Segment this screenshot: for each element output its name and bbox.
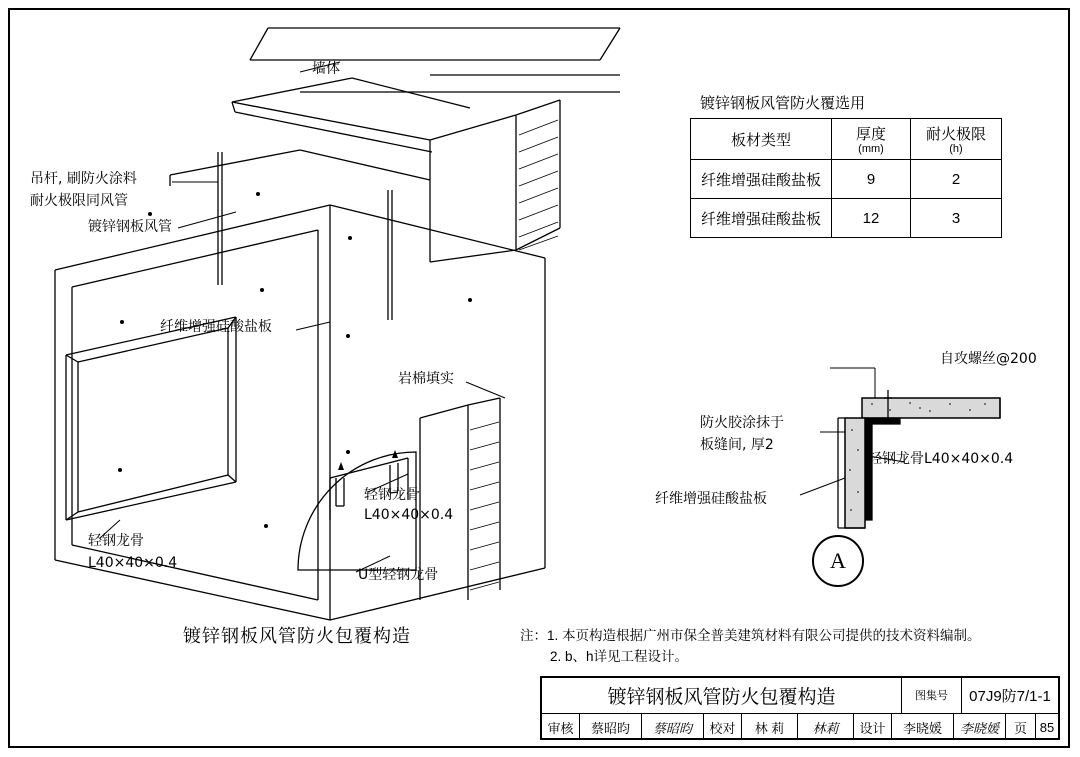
label-rockwool: 岩棉填实 bbox=[398, 371, 454, 387]
note-line-1: 注：1. 本页构造根据广州市保全普美建筑材料有限公司提供的技术资料编制。 bbox=[520, 628, 981, 643]
label-keel-left-line1: 轻钢龙骨 bbox=[88, 533, 144, 549]
cell-material: 纤维增强硅酸盐板 bbox=[691, 199, 832, 238]
review-name: 蔡昭昀 bbox=[580, 714, 642, 740]
note-line-2: 2. b、h详见工程设计。 bbox=[550, 649, 689, 664]
label-glue-line1: 防火胶涂抹于 bbox=[700, 415, 784, 431]
label-screw: 自攻螺丝@200 bbox=[940, 351, 1037, 367]
header-material: 板材类型 bbox=[691, 119, 832, 160]
cell-thickness: 9 bbox=[832, 160, 911, 199]
table-row bbox=[691, 199, 1002, 238]
page-label: 页 bbox=[1006, 714, 1036, 740]
review-label: 审核 bbox=[542, 714, 580, 740]
title-block-row-2 bbox=[542, 714, 1058, 740]
label-keel-mid-line2: L40×40×0.4 bbox=[364, 507, 454, 523]
label-hanger-line2: 耐火极限同风管 bbox=[30, 193, 128, 209]
figure-caption: 镀锌钢板风管防火包覆构造 bbox=[183, 626, 411, 646]
atlas-number-label: 图集号 bbox=[902, 678, 962, 713]
label-duct: 镀锌钢板风管 bbox=[88, 219, 172, 235]
title-block-row-1 bbox=[542, 678, 1058, 714]
cell-material: 纤维增强硅酸盐板 bbox=[691, 160, 832, 199]
check-label: 校对 bbox=[704, 714, 742, 740]
label-wall: 墙体 bbox=[312, 61, 340, 77]
cell-limit: 3 bbox=[911, 199, 1002, 238]
check-signature: 林莉 bbox=[798, 714, 854, 740]
atlas-number-value: 07J9防7/1-1 bbox=[969, 688, 1051, 705]
label-board: 纤维增强硅酸盐板 bbox=[160, 319, 272, 335]
table-title: 镀锌钢板风管防火覆选用 bbox=[700, 95, 866, 112]
page-number: 85 bbox=[1039, 719, 1055, 735]
review-signature: 蔡昭昀 bbox=[642, 714, 704, 740]
design-signature: 李晓媛 bbox=[954, 714, 1006, 740]
header-limit: 耐火极限 (h) bbox=[911, 119, 1002, 160]
notes-block bbox=[520, 625, 981, 667]
detail-marker-a: A bbox=[812, 535, 864, 587]
cell-limit: 2 bbox=[911, 160, 1002, 199]
label-u-keel: U型轻钢龙骨 bbox=[358, 567, 439, 583]
table-header-row bbox=[691, 119, 1002, 160]
title-block-title: 镀锌钢板风管防火包覆构造 bbox=[542, 678, 902, 713]
title-block bbox=[540, 676, 1060, 740]
label-keel-left-line2: L40×40×0.4 bbox=[88, 555, 178, 571]
table-row bbox=[691, 160, 1002, 199]
check-name: 林 莉 bbox=[742, 714, 798, 740]
header-thickness: 厚度 (mm) bbox=[832, 119, 911, 160]
cell-thickness: 12 bbox=[832, 199, 911, 238]
label-glue-line2: 板缝间, 厚2 bbox=[700, 437, 774, 453]
label-board-right: 纤维增强硅酸盐板 bbox=[655, 491, 767, 507]
label-hanger-line1: 吊杆, 刷防火涂料 bbox=[30, 171, 137, 187]
label-keel-mid-line1: 轻钢龙骨 bbox=[364, 487, 420, 503]
label-keel-right: 轻钢龙骨L40×40×0.4 bbox=[868, 451, 1014, 467]
design-name: 李晓媛 bbox=[892, 714, 954, 740]
selection-table bbox=[690, 118, 1002, 238]
design-label: 设计 bbox=[854, 714, 892, 740]
